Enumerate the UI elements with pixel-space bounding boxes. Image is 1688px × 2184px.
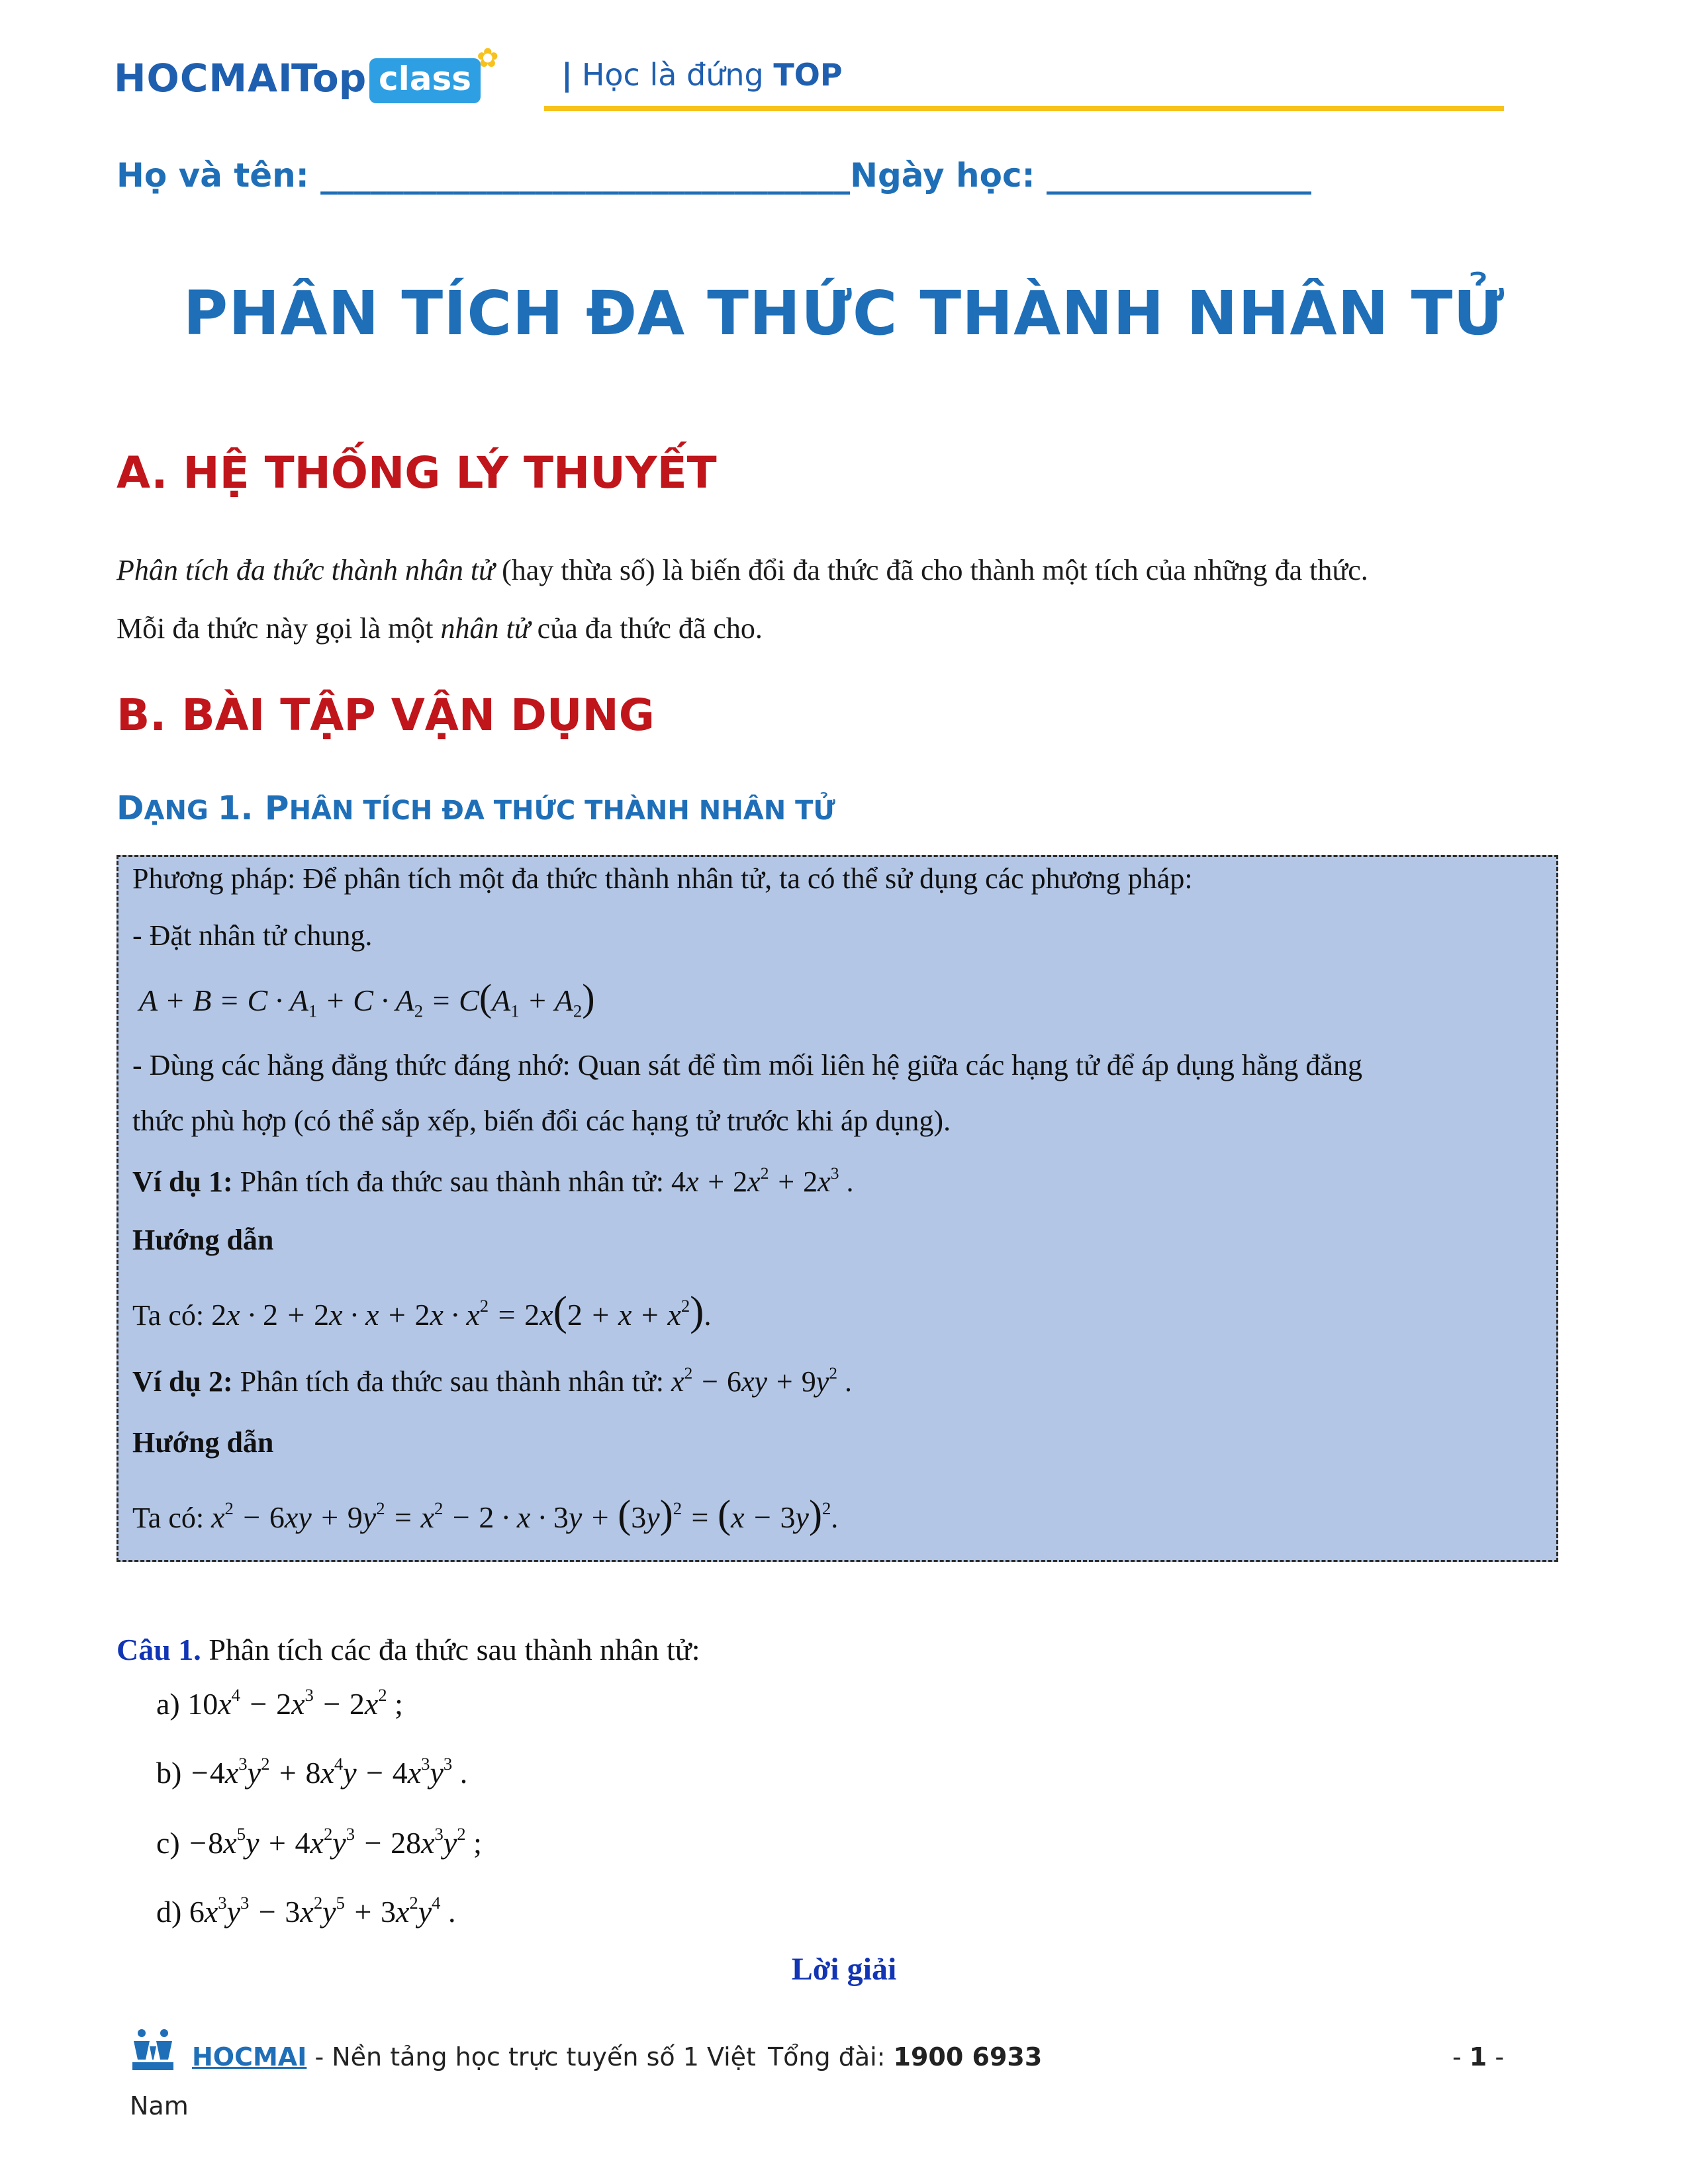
- page-number: - 1 -: [1452, 2042, 1505, 2071]
- question-1c: $c) -8x^5y + 4x^2y^3 - 28x^3y^2$ ;: [156, 1824, 482, 1860]
- section-a-heading: A. HỆ THỐNG LÝ THUYẾT: [117, 447, 717, 498]
- guide-1-heading: Hướng dẫn: [132, 1224, 274, 1256]
- method-item-2-line2: thức phù hợp (có thể sắp xếp, biến đổi các hạng tử trước khi áp dụng).: [132, 1105, 951, 1137]
- footer-brand-link[interactable]: HOCMAI: [192, 2042, 307, 2071]
- slogan-top: TOP: [773, 57, 843, 93]
- theory-paragraph: [117, 541, 1573, 658]
- example-1-expression: $4x + 2x^2 + 2x^3$: [671, 1163, 839, 1198]
- footer-text: HOCMAI - Nền tảng học trực tuyến số 1 Việt Tổng đài: 1900 6933: [192, 2042, 1043, 2071]
- question-1d: d) $6x^3y^3 - 3x^2y^5 + 3x^2y^4$ .: [156, 1893, 456, 1929]
- question-1a: a) $10x^4 - 2x^3 - 2x^2$ ;: [156, 1685, 403, 1721]
- dang-1-heading: DẠNG 1. PHÂN TÍCH ĐA THỨC THÀNH NHÂN TỬ: [117, 789, 835, 827]
- theory-definition: (hay thừa số) là biến đổi đa thức đã cho thành một tích của những đa thức.: [494, 554, 1368, 586]
- section-b-heading: B. BÀI TẬP VẬN DỤNG: [117, 690, 655, 741]
- slogan: | Học là đứng TOP: [561, 57, 843, 93]
- method-box: [117, 855, 1558, 1562]
- hocmai-logo-top: Top: [291, 56, 367, 101]
- example-2-solution: Ta có: $x^2 - 6xy + 9y^2 = x^2 - 2 \cdot x \cdot 3y + (3y)^2 = (x - 3y)^2$.: [132, 1492, 839, 1536]
- guide-2-heading: Hướng dẫn: [132, 1426, 274, 1459]
- hocmai-logo-text: HOCMAI: [114, 56, 293, 101]
- star-icon: ✿: [477, 43, 499, 73]
- method-intro: Phương pháp: Để phân tích một đa thức thành nhân tử, ta có thể sử dụng các phương pháp:: [132, 862, 1193, 895]
- hocmai-logo-class: class: [369, 58, 481, 103]
- slogan-prefix: Học là đứng: [581, 57, 774, 93]
- example-1-solution: Ta có: $2x \cdot 2 + 2x \cdot x + 2x \cdot x^2 = 2x(2 + x + x^2)$.: [132, 1287, 712, 1334]
- formula-common-factor: $A + B = C \cdot A_1 + C \cdot A_2 = C(A_1 + A_2)$: [139, 976, 595, 1021]
- example-1: Ví dụ 1: Phân tích đa thức sau thành nhân tử: $4x + 2x^2 + 2x^3$ .: [132, 1163, 854, 1198]
- theory-p2-end: của đa thức đã cho.: [530, 612, 763, 645]
- example-2-expression: $x^2 - 6xy + 9y^2$: [671, 1363, 837, 1398]
- solution-heading: Lời giải: [791, 1952, 897, 1987]
- footer-text-line2: Nam: [130, 2091, 189, 2120]
- page-title: PHÂN TÍCH ĐA THỨC THÀNH NHÂN TỬ: [183, 278, 1505, 349]
- header-divider: [544, 106, 1504, 111]
- question-1-label: Câu 1.: [117, 1633, 201, 1666]
- theory-p2-term: nhân tử: [440, 612, 530, 645]
- question-1: Câu 1. Phân tích các đa thức sau thành nhân tử:: [117, 1633, 700, 1666]
- method-item-2-line1: - Dùng các hằng đẳng thức đáng nhớ: Quan sát để tìm mối liên hệ giữa các hạng tử để áp dụng hằng đẳng: [132, 1049, 1362, 1081]
- example-1-label: Ví dụ 1:: [132, 1165, 233, 1198]
- example-2-label: Ví dụ 2:: [132, 1365, 233, 1398]
- student-info-line: Họ và tên: ________________________________Ngày học: ________________: [117, 156, 1311, 195]
- question-1b: $b) -4x^3y^2 + 8x^4y - 4x^3y^3$ .: [156, 1754, 468, 1790]
- hocmai-footer-logo-icon: [130, 2026, 176, 2073]
- footer-hotline: 1900 6933: [893, 2042, 1043, 2071]
- theory-term: Phân tích đa thức thành nhân tử: [117, 554, 495, 586]
- method-item-1: - Đặt nhân tử chung.: [132, 919, 373, 952]
- theory-p2-start: Mỗi đa thức này gọi là một: [117, 612, 441, 645]
- example-2: Ví dụ 2: Phân tích đa thức sau thành nhân tử: $x^2 - 6xy + 9y^2$ .: [132, 1363, 852, 1398]
